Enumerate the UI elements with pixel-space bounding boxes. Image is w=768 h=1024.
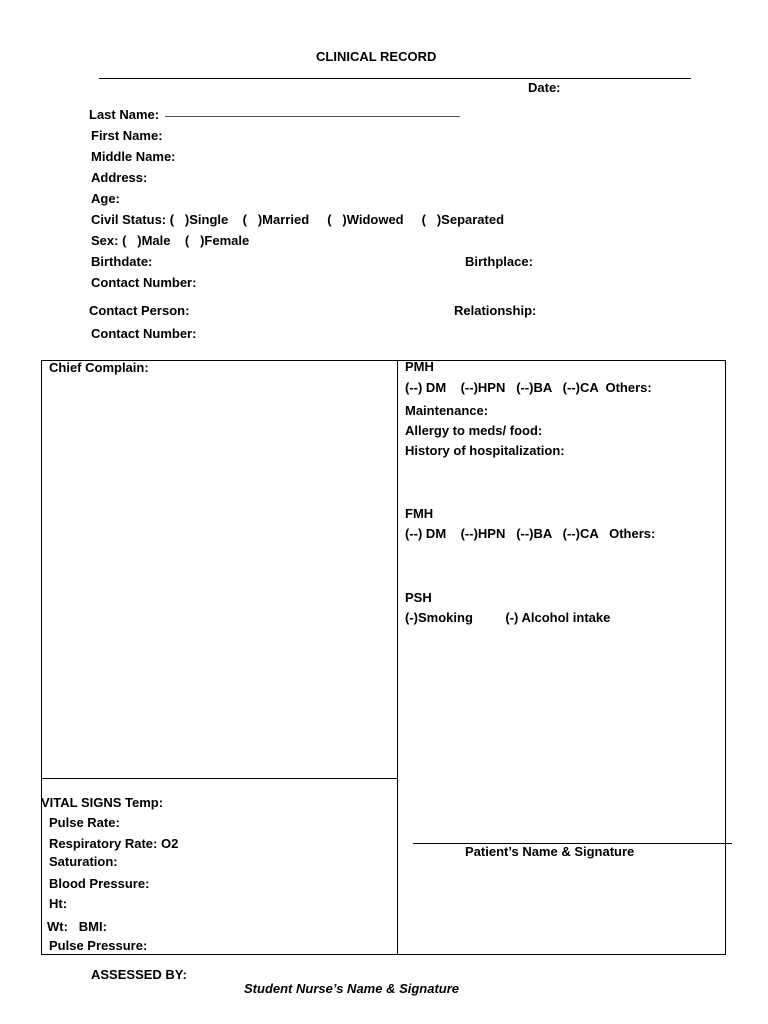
pmh-options[interactable]: (--) DM (--)HPN (--)BA (--)CA Others:	[405, 380, 652, 395]
vital-signs-temp-label: VITAL SIGNS Temp:	[41, 795, 164, 810]
blood-pressure-label: Blood Pressure:	[49, 876, 150, 891]
psh-options[interactable]: (-)Smoking (-) Alcohol intake	[405, 610, 611, 625]
chief-complain-label: Chief Complain:	[49, 360, 149, 375]
saturation-label: Saturation:	[49, 854, 118, 869]
column-divider	[397, 360, 398, 955]
sex-options[interactable]: Sex: ( )Male ( )Female	[91, 233, 250, 248]
maintenance-label: Maintenance:	[405, 403, 489, 418]
date-label: Date:	[528, 80, 561, 95]
relationship-label: Relationship:	[454, 303, 537, 318]
last-name-label: Last Name:	[89, 107, 160, 122]
birthdate-label: Birthdate:	[91, 254, 153, 269]
weight-bmi-label: Wt: BMI:	[47, 919, 107, 934]
fmh-heading: FMH	[405, 506, 434, 521]
respiratory-rate-label: Respiratory Rate: O2	[49, 836, 179, 851]
header-divider	[99, 78, 691, 79]
contact-number-label: Contact Number:	[91, 275, 197, 290]
page-title: CLINICAL RECORD	[316, 49, 437, 64]
civil-status-options[interactable]: Civil Status: ( )Single ( )Married ( )Widowed ( )Separated	[91, 212, 505, 227]
height-label: Ht:	[49, 896, 68, 911]
pulse-rate-label: Pulse Rate:	[49, 815, 120, 830]
age-label: Age:	[91, 191, 120, 206]
address-label: Address:	[91, 170, 148, 185]
pmh-heading: PMH	[405, 359, 434, 374]
first-name-label: First Name:	[91, 128, 163, 143]
assessed-by-label: ASSESSED BY:	[91, 967, 187, 982]
nurse-signature-label: Student Nurse’s Name & Signature	[244, 981, 460, 996]
patient-signature-label: Patient’s Name & Signature	[465, 844, 635, 859]
contact-person-label: Contact Person:	[89, 303, 190, 318]
pulse-pressure-label: Pulse Pressure:	[49, 938, 148, 953]
allergy-label: Allergy to meds/ food:	[405, 423, 543, 438]
hospitalization-label: History of hospitalization:	[405, 443, 565, 458]
birthplace-label: Birthplace:	[465, 254, 533, 269]
last-name-field[interactable]	[89, 108, 460, 122]
clinical-table	[41, 360, 726, 955]
middle-name-label: Middle Name:	[91, 149, 176, 164]
psh-heading: PSH	[405, 590, 432, 605]
vitals-divider	[41, 778, 398, 779]
fmh-options[interactable]: (--) DM (--)HPN (--)BA (--)CA Others:	[405, 526, 656, 541]
last-name-underline	[165, 116, 460, 117]
contact-number-2-label: Contact Number:	[91, 326, 197, 341]
